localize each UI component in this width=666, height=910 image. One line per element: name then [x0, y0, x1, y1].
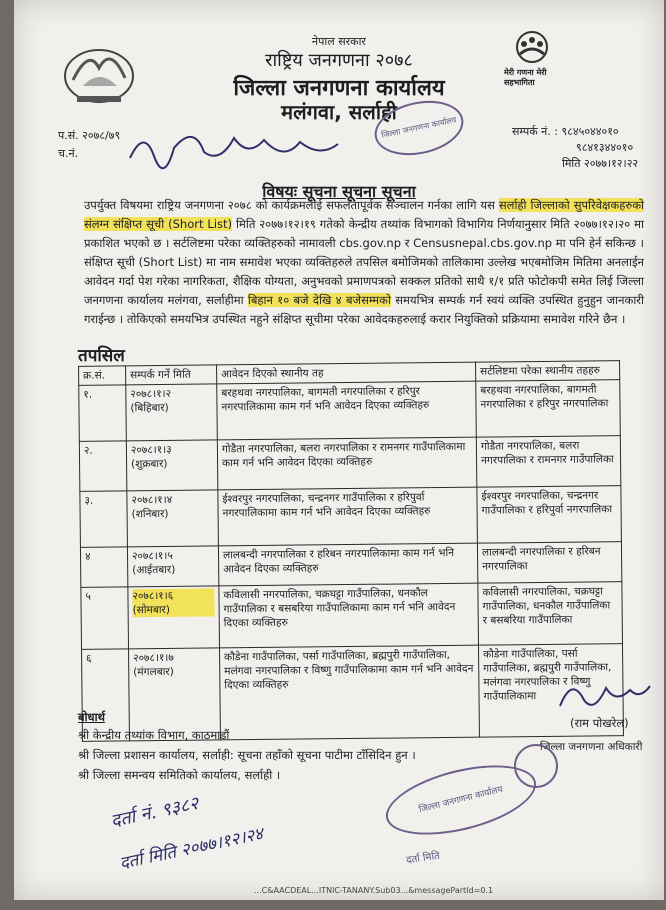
row-list: बरहथवा नगरपालिका, बागमती नगरपालिका र हरिपुर नगरपालिका: [476, 380, 621, 438]
copy-to-dao: श्री जिल्ला प्रशासन कार्यालय, सर्लाही: सूचना तहाँको सूचना पाटीमा टाँसिदिन हुन ।: [78, 748, 416, 762]
col-sn: क्र.सं.: [79, 366, 126, 385]
row-date-value: २०७८।१।५: [131, 549, 173, 563]
row-list: लालबन्दी नगरपालिका र हरिबन नगरपालिका: [477, 542, 621, 584]
logo-text: मेरी गणना मेरी सहभागिता: [504, 68, 547, 87]
row-sn: १.: [79, 385, 127, 441]
row-sn: ३.: [80, 491, 128, 547]
row-date: [126, 384, 218, 441]
col-date: सम्पर्क गर्ने मिति: [126, 365, 217, 385]
row-list: गोडैता नगरपालिका, बलरा नगरपालिका र रामनगर गाउँपालिका: [476, 436, 621, 488]
handwritten-darta-number: दर्ता नं. ९३८२: [108, 792, 201, 833]
row-date-value: २०७८।१।७: [133, 651, 174, 665]
document-page: [14, 0, 664, 900]
row-date-value: २०७८।१।६: [132, 588, 214, 603]
row-date: [127, 546, 218, 587]
office-title: जिल्ला जनगणना कार्यालय: [233, 76, 445, 101]
highlight-time: बिहान १० बजे देखि ४ बजेसम्मको: [247, 293, 391, 307]
officer-title: जिल्ला जनगणना अधिकारी: [540, 741, 643, 753]
row-list: ईश्वरपुर नगरपालिका, चन्द्रनगर गाउँपालिका र हरिपुर्वा नगरपालिका: [477, 486, 622, 544]
row-date: [128, 586, 220, 649]
office-stamp-bottom: जिल्ला जनगणना कार्यालय: [379, 752, 543, 847]
table-row: [80, 542, 621, 588]
row-sn: ४: [80, 547, 127, 587]
row-date-value: २०७८।१।४: [131, 493, 173, 507]
table-row: [81, 582, 623, 650]
row-sn: ६: [82, 649, 130, 741]
row-list: कौडेना गाउँपालिका, पर्सा गाउँपालिका, ब्रह्मपुरी गाउँपालिका, मलंगवा नगरपालिका र विष्णु गाउँपालिकामा: [478, 644, 623, 738]
office-location: मलंगवा, सर्लाही: [281, 100, 397, 124]
bodharth-heading: बोधार्थ: [78, 710, 105, 724]
census-title: राष्ट्रिय जनगणना २०७८: [265, 50, 413, 71]
patra-sankhya: प.सं. २०७८/७९: [58, 129, 121, 142]
body-text-3: समयभित्र सम्पर्क गर्न स्वयं व्यक्ति उपस्थित हुनुहुन जानकारी गराईन्छ । तोकिएको समयभित्र उपस्थित नहुने संक्षिप्त सूचीमा परेका आवेदकहरुलाई करार नियुक्तिको प्रक्रियामा समावेश गरिने छैन ।: [84, 293, 644, 326]
darta-stamp-label: दर्ता मिति: [405, 850, 441, 867]
row-date: [127, 490, 219, 547]
handwritten-darta-date: दर्ता मिति २०७७।१२।२४: [117, 823, 265, 874]
phone-label-text: सम्पर्क नं. :: [512, 125, 558, 138]
row-sn: २.: [79, 441, 127, 491]
officer-name: (राम पोखरेल): [570, 716, 629, 730]
row-date: [126, 440, 218, 491]
row-day: (बिहिबार): [130, 401, 169, 415]
government-label: नेपाल सरकार: [312, 35, 366, 48]
row-day: (शनिबार): [131, 507, 169, 521]
row-applied: बरहथवा नगरपालिका, बागमती नगरपालिका र हरिपुर नगरपालिकामा काम गर्न भनि आवेदन दिएका व्यक्तिहरु: [217, 381, 477, 440]
schedule-table: [78, 360, 624, 742]
col-list: सर्टलिष्टमा परेका स्थानीय तहहरु: [476, 361, 620, 382]
body-text-1: उपर्युक्त विषयमा राष्ट्रिय जनगणना २०७८ को कार्यक्रमलाई सफलतापूर्वक सञ्चालन गर्नका लागि यस: [84, 198, 495, 212]
col-applied: आवेदन दिएको स्थानीय तह: [217, 362, 476, 384]
row-day: (मंगलबार): [133, 665, 174, 679]
signature-scribble: [124, 118, 344, 178]
table-row: [79, 436, 620, 492]
notice-body: [84, 196, 644, 329]
chalani-number: च.नं.: [58, 147, 79, 160]
notice-date: मिति २०७७।१२।२२: [562, 157, 639, 170]
row-sn: ५: [81, 587, 129, 649]
tapsil-heading: तपसिल: [78, 346, 125, 366]
table-row: [79, 380, 621, 442]
phone-number-2: ९८४१३४४०१०: [576, 141, 634, 154]
row-day: (शुक्रबार): [131, 457, 168, 471]
row-applied: ईश्वरपुर नगरपालिका, चन्द्रनगर गाउँपालिका र हरिपुर्वा नगरपालिकामा काम गर्न भनि आवेदन दिएका व्यक्तिहरु: [218, 487, 478, 546]
row-day: (आईतबार): [132, 563, 176, 577]
row-date-value: २०७८।१।३: [130, 443, 172, 457]
row-date: [129, 648, 221, 741]
copy-to-cbs: श्री केन्द्रीय तथ्यांक विभाग, काठमाडौं: [78, 728, 230, 742]
subject-line: विषयः सूचना सूचना सूचना: [262, 182, 416, 201]
row-applied: लालबन्दी नगरपालिका र हरिबन नगरपालिकामा काम गर्न भनि आवेदन दिएका व्यक्तिहरु: [218, 543, 477, 586]
body-text-2: मिति २०७७।१२।१९ गतेको केन्द्रीय तथ्यांक विभागको विभागिय निर्णयानुसार मिति २०७७।१२।२० मा प्रकाशित भएको छ । सर्टलिष्टमा परेका व्यक्तिहरुको नामावली cbs.gov.np र Censusnepal.cbs.gov.np मा पनि हेर्न सकिन्छ । संक्षिप्त सूची (Short List) मा नाम समावेश भएका व्यक्तिहरुले तपसिल बमोजिमको तालिकामा उल्लेख भएबमोजिम मितिमा अनलाईन आवेदन गर्दा पेश गरेका नागरिकता, शैक्षिक योग्यता, अनुभवको प्रमाणपत्रको सक्कल प्रतिको साथै १/१ प्रति फोटोकपी समेत लिई जिल्ला जनगणना कार्यालय मलंगवा, सर्लाहीमा: [84, 217, 645, 307]
phone-label: [512, 124, 619, 139]
copy-to-dcc: श्री जिल्ला समन्वय समितिको कार्यालय, सर्लाही ।: [78, 768, 281, 782]
table-row: [82, 644, 624, 742]
phone-number-1: ९८४५०४४०१०: [561, 125, 619, 138]
row-date-value: २०७८।१।२: [130, 387, 172, 401]
print-url: ...C&AACDEAL...ITNIC-TANANY.Sub03...&messagePartId=0.1: [254, 886, 494, 895]
round-seal-icon: [514, 744, 558, 788]
row-applied: कौडेना गाउँपालिका, पर्सा गाउँपालिका, ब्रह्मपुरी गाउँपालिका, मलंगवा नगरपालिका र विष्णु गाउँपालिकामा काम गर्न भनि आवेदन दिएका व्यक्तिहरु: [220, 645, 480, 740]
officer-signature: [554, 670, 654, 720]
row-day: (सोमबार): [133, 602, 215, 617]
table-row: [80, 486, 622, 548]
highlight-shortlist: सर्लाही जिल्लाको सुपरिवेक्षकहरुको संलग्न संक्षिप्त सूची (Short List): [84, 198, 645, 231]
row-applied: कविलासी नगरपालिका, चक्रघट्टा गाउँपालिका, धनकौल गाउँपालिका र बसबरिया गाउँपालिकामा काम गर्न भनि आवेदन दिएका व्यक्तिहरु: [219, 583, 479, 648]
row-applied: गोडैता नगरपालिका, बलरा नगरपालिका र रामनगर गाउँपालिकामा काम गर्न भनि आवेदन दिएका व्यक्तिहरु: [217, 437, 477, 490]
row-list: कविलासी नगरपालिका, चक्रघट्टा गाउँपालिका, धनकौल गाउँपालिका र बसबरिया गाउँपालिका: [478, 582, 623, 646]
office-stamp-top: जिल्ला जनगणना कार्यालय: [370, 93, 469, 163]
